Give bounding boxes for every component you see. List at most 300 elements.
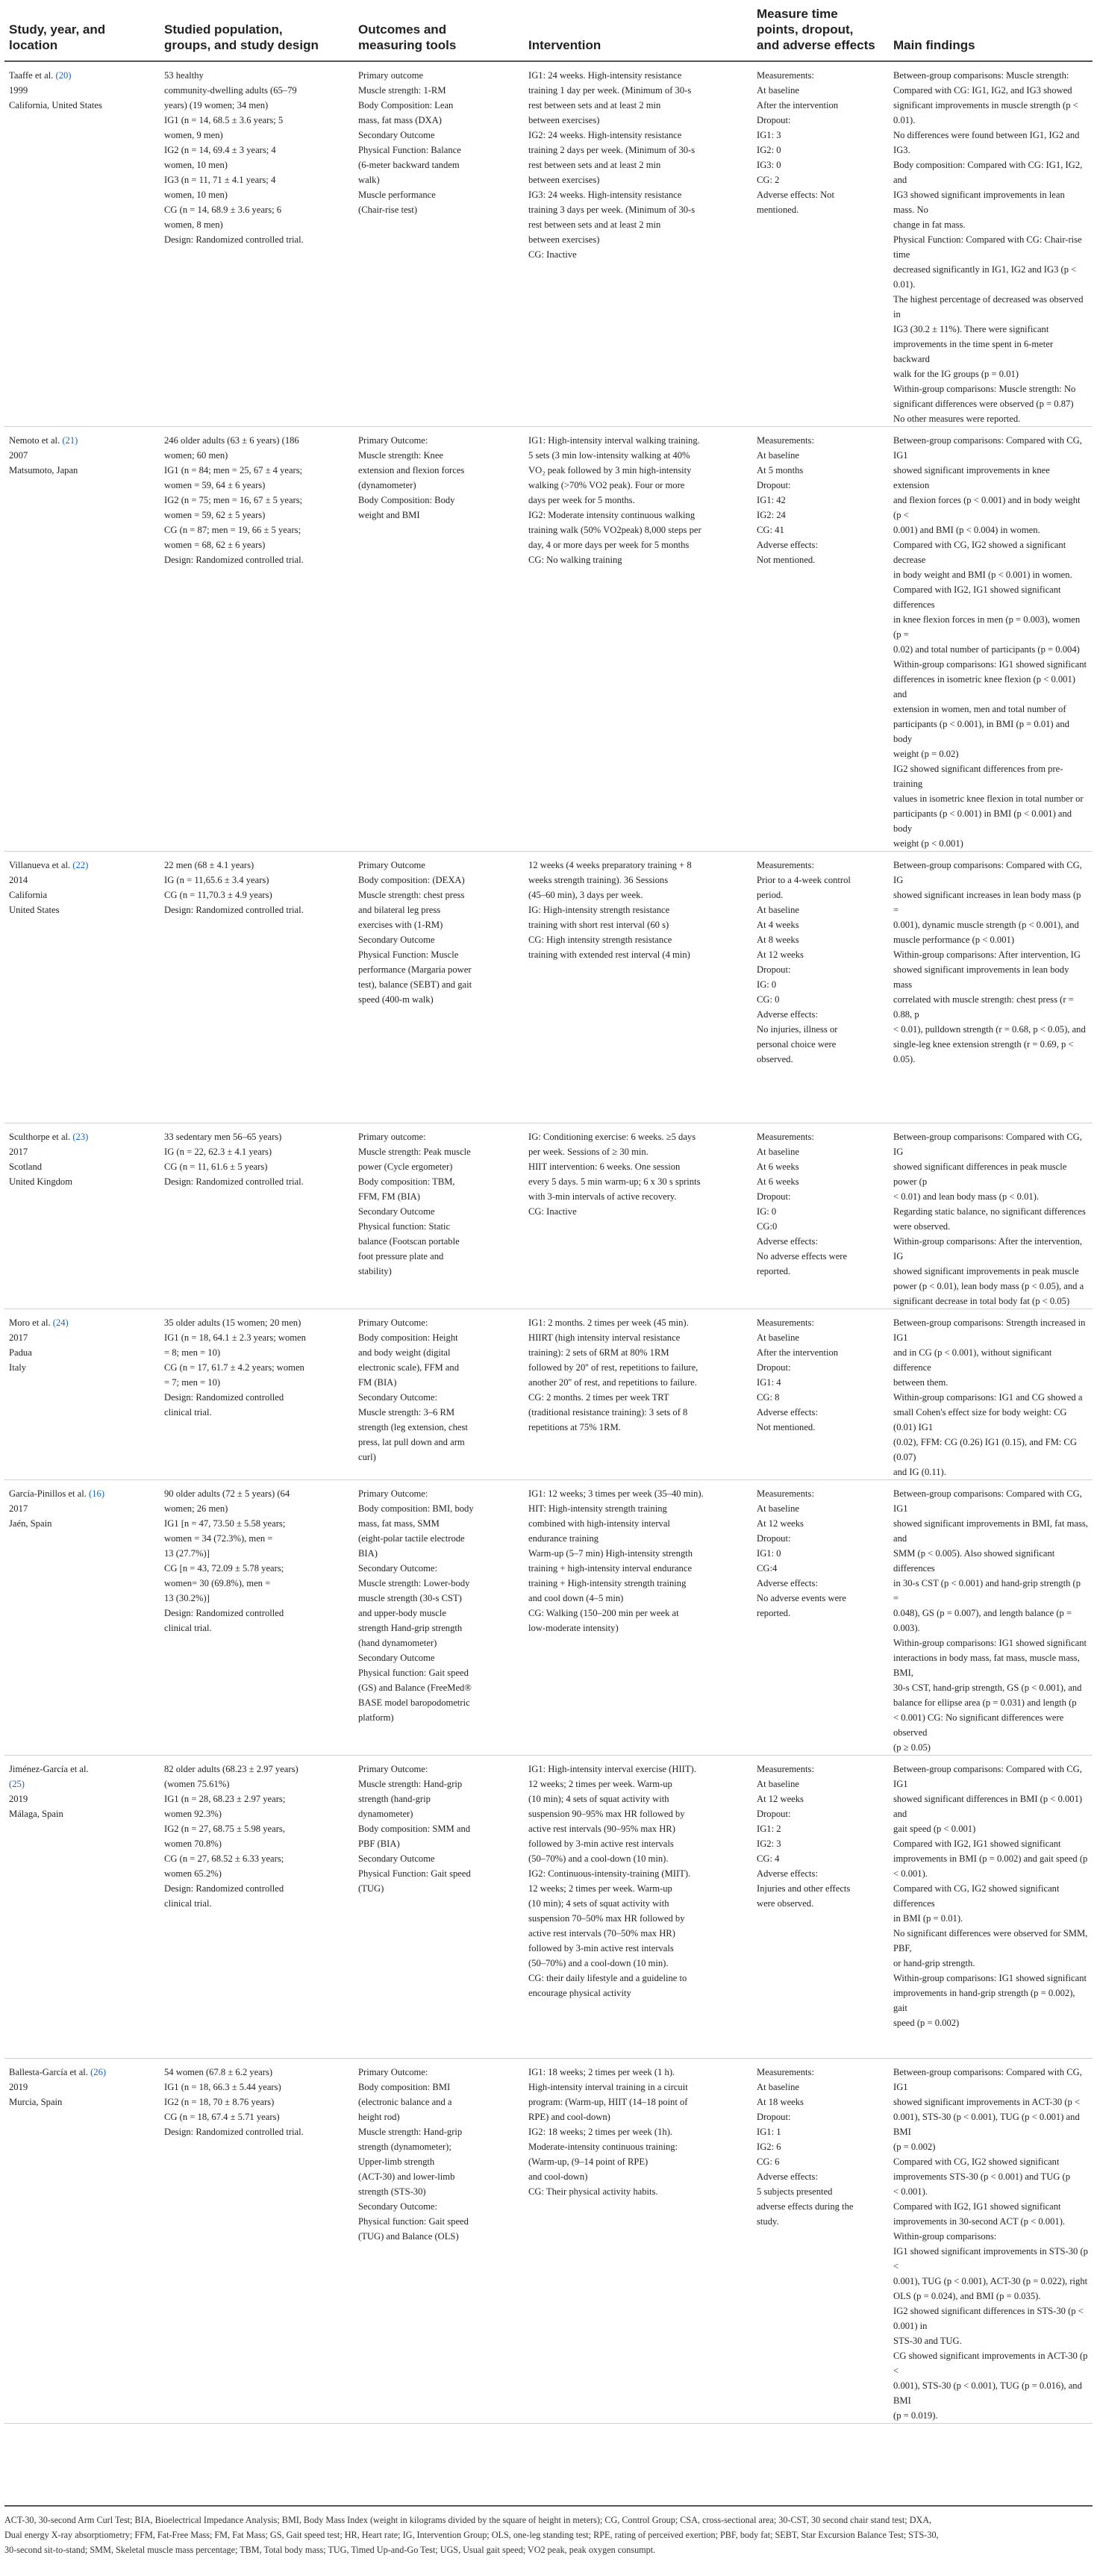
cell-line: Measurements: [757, 1488, 814, 1499]
cell-line: Measurements: [757, 1317, 814, 1328]
cell-outcomes [354, 427, 524, 852]
cell-line: (p ≥ 0.05) [893, 1742, 931, 1753]
cell-line: women = 59, 64 ± 6 years) [164, 480, 266, 490]
cell-line: CG (n = 11,70.3 ± 4.9 years) [164, 890, 272, 900]
cell-line: Muscle strength: chest press [358, 890, 465, 900]
cell-line: Body Composition: Body [358, 495, 455, 505]
cell-line: women, 10 men) [164, 190, 228, 200]
cell-line: and flexion forces (p < 0.001) and in body weight (p < [893, 495, 1083, 520]
header-text-line: Main findings [893, 38, 975, 52]
cell-line: Physical function: Gait speed [358, 2216, 469, 2227]
study-author-citation[interactable]: Moro et al. (24) [9, 1317, 69, 1328]
cell-line: Body composition: (DEXA) [358, 875, 465, 885]
reference-link[interactable]: (24) [52, 1317, 69, 1328]
cell-line: Measurements: [757, 860, 814, 870]
cell-line: After the intervention [757, 100, 839, 110]
header-measures [752, 6, 889, 61]
cell-line: women, 10 men) [164, 160, 228, 170]
cell-line: showed significant improvements in knee extension [893, 465, 1053, 490]
cell-line: Jaén, Spain [9, 1518, 52, 1529]
cell-line: 0.001), TUG (p < 0.001), ACT-30 (p = 0.022), right [893, 2276, 1088, 2286]
cell-line: BASE model baropodometric [358, 1697, 470, 1708]
cell-line: < 0.01) and lean body mass (p < 0.01). [893, 1191, 1040, 1202]
cell-line: STS-30 and TUG. [893, 2336, 962, 2346]
cell-line: between exercises) [528, 115, 600, 125]
cell-line: (hand dynamometer) [358, 1638, 437, 1648]
reference-link[interactable]: (16) [89, 1488, 105, 1499]
cell-line: women= 30 (69.8%), men = [164, 1578, 271, 1588]
cell-intervention [524, 852, 752, 1123]
reference-link[interactable]: (20) [55, 70, 72, 81]
cell-line: IG1 (n = 18, 66.3 ± 5.44 years) [164, 2082, 281, 2092]
cell-line: At baseline [757, 1147, 800, 1157]
cell-line: 0.001), STS-30 (p < 0.001), TUG (p = 0.016), and BMI [893, 2380, 1085, 2406]
cell-line: showed significant improvements in lean body mass [893, 964, 1072, 990]
reference-link[interactable]: (26) [90, 2067, 107, 2077]
cell-line: IG1: 18 weeks; 2 times per week (1 h). [528, 2067, 675, 2077]
study-author-citation[interactable]: Taaffe et al. (20) [9, 70, 72, 81]
cell-findings [889, 61, 1093, 427]
reference-link[interactable]: (25) [9, 1779, 25, 1789]
table-body [4, 61, 1093, 2424]
cell-line: Design: Randomized controlled trial. [164, 555, 304, 565]
cell-line: (GS) and Balance (FreeMed® [358, 1682, 472, 1693]
cell-line: CG: Inactive [528, 249, 577, 260]
cell-line: followed by 3-min active rest intervals [528, 1943, 674, 1953]
cell-population [160, 427, 354, 852]
cell-line: CG (n = 11, 61.6 ± 5 years) [164, 1161, 268, 1172]
cell-line: CG: their daily lifestyle and a guideline to [528, 1973, 687, 1983]
cell-line: and cool down (4–5 min) [528, 1593, 624, 1603]
study-author-citation[interactable]: Nemoto et al. (21) [9, 435, 78, 446]
cell-line: every 5 days. 5 min warm-up; 6 x 30 s sprints [528, 1176, 701, 1187]
cell-line: Not mentioned. [757, 1422, 816, 1432]
cell-line: Physical Function: Balance [358, 145, 461, 155]
study-author-citation[interactable]: Villanueva et al. (22) [9, 860, 89, 870]
cell-line: IG3: 0 [757, 160, 781, 170]
cell-intervention [524, 1123, 752, 1309]
cell-study [4, 1123, 160, 1309]
cell-study [4, 1480, 160, 1756]
cell-line: weight (p < 0.001) [893, 838, 963, 849]
cell-line: Dropout: [757, 1809, 791, 1819]
cell-line: FFM, FM (BIA) [358, 1191, 420, 1202]
cell-line: CG: Inactive [528, 1206, 577, 1217]
cell-line: Within-group comparisons: Muscle strength: No [893, 384, 1076, 394]
cell-line: IG1: 1 [757, 2127, 781, 2137]
cell-line: CG (n = 27, 68.52 ± 6.33 years; [164, 1853, 284, 1864]
cell-line: No adverse effects were [757, 1251, 848, 1262]
cell-line: Moderate-intensity continuous training: [528, 2142, 678, 2152]
table-row [4, 852, 1093, 1123]
cell-line: CG: 2 [757, 175, 780, 185]
cell-line: (0.02), FFM: CG (0.26) IG1 (0.15), and FM: CG (0.07) [893, 1437, 1080, 1462]
cell-line: Compared with IG2, IG1 showed significant [893, 2201, 1061, 2212]
table-row [4, 2059, 1093, 2424]
table-row [4, 1309, 1093, 1480]
cell-line: walk) [358, 175, 380, 185]
cell-line: strength Hand-grip strength [358, 1623, 463, 1633]
cell-line: between exercises) [528, 234, 600, 245]
cell-population [160, 61, 354, 427]
footnote-line: ACT-30, 30-second Arm Curl Test; BIA, Bioelectrical Impedance Analysis; BMI, Body Mass Index (weight in kilograms divided by the square of height in meters); CG, Control Group; CSA, cross-sectional area; 30-CST, 30 second chair stand test; DXA, [4, 2515, 932, 2525]
cell-line: strength (STS-30) [358, 2186, 426, 2197]
cell-line: combined with high-intensity interval [528, 1518, 670, 1529]
cell-line: Between-group comparisons: Compared with CG, IG [893, 1132, 1085, 1157]
cell-line: Matsumoto, Japan [9, 465, 78, 475]
cell-line: Dropout: [757, 115, 791, 125]
cell-line: foot pressure plate and [358, 1251, 444, 1262]
study-author-citation[interactable]: Sculthorpe et al. (23) [9, 1132, 89, 1142]
cell-line: showed significant improvements in peak muscle [893, 1266, 1079, 1276]
cell-population [160, 852, 354, 1123]
cell-line: Compared with CG, IG2 showed significant differences [893, 1883, 1062, 1909]
cell-line: stability) [358, 1266, 392, 1276]
cell-line: HIT: High-intensity strength training [528, 1503, 667, 1514]
cell-line: At baseline [757, 1503, 800, 1514]
cell-outcomes [354, 2059, 524, 2424]
cell-line: After the intervention [757, 1347, 839, 1358]
cell-line: IG (n = 11,65.6 ± 3.4 years) [164, 875, 269, 885]
header-text-line: groups, and study design [164, 38, 319, 52]
cell-line: No injuries, illness or [757, 1024, 838, 1035]
cell-population [160, 1309, 354, 1480]
cell-outcomes [354, 61, 524, 427]
table-header [4, 6, 1093, 61]
cell-line: California [9, 890, 48, 900]
cell-line: reported. [757, 1266, 791, 1276]
cell-line: repetitions at 75% 1RM. [528, 1422, 621, 1432]
cell-line: No adverse events were [757, 1593, 846, 1603]
cell-line: improvements in 30-second ACT (p < 0.001). [893, 2216, 1066, 2227]
cell-line: 35 older adults (15 women; 20 men) [164, 1317, 301, 1328]
cell-line: At 12 weeks [757, 1794, 804, 1804]
cell-measures [752, 427, 889, 852]
cell-line: At 6 weeks [757, 1176, 799, 1187]
cell-line: Between-group comparisons: Compared with CG, IG1 [893, 1488, 1085, 1514]
cell-line: weeks strength training). 36 Sessions [528, 875, 669, 885]
cell-line: Adverse effects: [757, 2171, 818, 2182]
study-author-citation[interactable]: García-Pinillos et al. (16) [9, 1488, 105, 1499]
cell-line: < 0.001). [893, 2186, 928, 2197]
cell-line: Between-group comparisons: Compared with CG, IG1 [893, 435, 1085, 461]
cell-line: At 12 weeks [757, 1518, 804, 1529]
cell-line: 2017 [9, 1332, 28, 1343]
cell-line: Primary Outcome: [358, 435, 428, 446]
cell-line: mass, fat mass, SMM [358, 1518, 440, 1529]
cell-line: IG: Conditioning exercise: 6 weeks. ≥5 days [528, 1132, 696, 1142]
cell-line: IG2: 6 [757, 2142, 781, 2152]
header-text-line: Studied population, [164, 22, 283, 37]
cell-line: Primary outcome: [358, 1132, 426, 1142]
cell-line: (eight-polar tactile electrode [358, 1533, 465, 1544]
cell-line: (p = 0.002) [893, 2142, 936, 2152]
cell-line: endurance training [528, 1533, 599, 1544]
header-row [4, 6, 1093, 61]
cell-line: RPE) and cool-down) [528, 2112, 610, 2122]
cell-line: active rest intervals (90–95% max HR) [528, 1824, 675, 1834]
cell-line: 0.02) and total number of participants (p = 0.004) [893, 644, 1080, 655]
cell-line: Physical Function: Muscle [358, 949, 459, 960]
cell-line: 2017 [9, 1147, 28, 1157]
cell-line: single-leg knee extension strength (r = 0.69, p < 0.05). [893, 1039, 1076, 1064]
cell-line: Within-group comparisons: IG1 showed significant [893, 1638, 1087, 1648]
cell-line: CG: High intensity strength resistance [528, 935, 672, 945]
cell-line: IG1 [n = 47, 73.50 ± 5.58 years; [164, 1518, 286, 1529]
cell-line: Design: Randomized controlled trial. [164, 905, 304, 915]
cell-line: Adverse effects: [757, 1868, 818, 1879]
cell-line: speed (400-m walk) [358, 994, 434, 1005]
cell-outcomes [354, 1480, 524, 1756]
cell-line: days per week for 5 months. [528, 495, 635, 505]
cell-study [4, 852, 160, 1123]
cell-line: IG1: 3 [757, 130, 781, 140]
cell-line: Measurements: [757, 435, 814, 446]
cell-line: Secondary Outcome [358, 935, 435, 945]
cell-line [9, 1777, 155, 1791]
cell-line: IG1 (n = 84; men = 25, 67 ± 4 years; [164, 465, 303, 475]
cell-line: Secondary Outcome: [358, 1392, 437, 1403]
header-text-line: Intervention [528, 38, 601, 52]
cell-line: At 8 weeks [757, 935, 799, 945]
cell-line: (TUG) [358, 1883, 384, 1894]
cell-line: Muscle performance [358, 190, 436, 200]
cell-line: CG (n = 17, 61.7 ± 4.2 years; women [164, 1362, 304, 1373]
cell-line: showed significant improvements in BMI, fat mass, and [893, 1518, 1091, 1544]
cell-line: IG2 (n = 27, 68.75 ± 5.98 years, [164, 1824, 285, 1834]
cell-line: 0.001), STS-30 (p < 0.001), TUG (p < 0.001) and BMI [893, 2112, 1082, 2137]
cell-line: (p = 0.019). [893, 2410, 938, 2421]
cell-line: period. [757, 890, 784, 900]
cell-line: At 6 weeks [757, 1161, 799, 1172]
cell-measures [752, 61, 889, 427]
cell-line: 13 (27.7%)] [164, 1548, 210, 1559]
cell-line: Primary Outcome [358, 860, 425, 870]
cell-study [4, 427, 160, 852]
cell-population [160, 1123, 354, 1309]
cell-line: 2017 [9, 1503, 28, 1514]
cell-intervention [524, 1309, 752, 1480]
cell-line: PBF (BIA) [358, 1839, 400, 1849]
cell-line: Within-group comparisons: IG1 showed significant [893, 659, 1087, 670]
cell-line: Within-group comparisons: IG1 and CG showed a [893, 1392, 1083, 1403]
cell-line: IG2 showed significant differences from pre-training [893, 764, 1063, 789]
cell-line: IG1: 12 weeks; 3 times per week (35–40 min). [528, 1488, 704, 1499]
cell-line: Body composition: BMI [358, 2082, 451, 2092]
cell-line: 2007 [9, 450, 28, 461]
cell-line: Body composition: Height [358, 1332, 458, 1343]
cell-line: At 4 weeks [757, 920, 799, 930]
cell-line: improvements in hand-grip strength (p = 0.002), gait [893, 1988, 1078, 2013]
cell-line: CG: Their physical activity habits. [528, 2186, 658, 2197]
cell-line: Between-group comparisons: Strength increased in IG1 [893, 1317, 1088, 1343]
cell-intervention [524, 427, 752, 852]
cell-line: participants (p < 0.001), in BMI (p = 0.01) and body [893, 719, 1072, 744]
cell-line: At 5 months [757, 465, 804, 475]
cell-line: women = 59, 62 ± 5 years) [164, 510, 266, 520]
cell-line: (women 75.61%) [164, 1779, 230, 1789]
cell-line: extension and flexion forces [358, 465, 465, 475]
cell-line: power (Cycle ergometer) [358, 1161, 453, 1172]
cell-line: IG1: High-intensity interval walking training. [528, 435, 700, 446]
reference-link[interactable]: (21) [62, 435, 78, 446]
cell-line: Adverse effects: [757, 1009, 818, 1020]
study-author-citation[interactable]: Ballesta-García et al. (26) [9, 2067, 107, 2077]
table-row [4, 1480, 1093, 1756]
cell-study [4, 61, 160, 427]
reference-link[interactable]: (23) [72, 1132, 89, 1142]
cell-line: At baseline [757, 905, 800, 915]
cell-line: women, 8 men) [164, 219, 223, 230]
cell-line: (traditional resistance training): 3 sets of 8 [528, 1407, 688, 1418]
cell-line: Measurements: [757, 1764, 814, 1774]
cell-measures [752, 852, 889, 1123]
cell-line: CG (n = 87; men = 19, 66 ± 5 years; [164, 525, 301, 535]
cell-line: (10 min); 4 sets of squat activity with [528, 1794, 669, 1804]
cell-line: 54 women (67.8 ± 6.2 years) [164, 2067, 273, 2077]
header-study [4, 6, 160, 61]
cell-line: day, 4 or more days per week for 5 months [528, 540, 690, 550]
cell-line: IG: 0 [757, 1206, 777, 1217]
cell-line: CG (n = 14, 68.9 ± 3.6 years; 6 [164, 205, 282, 215]
cell-line: clinical trial. [164, 1898, 212, 1909]
cell-line: Measurements: [757, 70, 814, 81]
cell-intervention [524, 1756, 752, 2059]
cell-line: United States [9, 905, 60, 915]
cell-line: between them. [893, 1377, 948, 1388]
cell-line: improvements in the time spent in 6-meter backward [893, 339, 1056, 364]
cell-line: Padua [9, 1347, 32, 1358]
cell-line: training 3 days per week. (Minimum of 30-s [528, 205, 696, 215]
cell-line: improvements STS-30 (p < 0.001) and TUG (p [893, 2171, 1071, 2182]
cell-line: Design: Randomized controlled [164, 1392, 284, 1403]
cell-line: Adverse effects: [757, 1407, 818, 1418]
cell-line: Dropout: [757, 964, 791, 975]
cell-line: test), balance (SEBT) and gait [358, 979, 472, 990]
table-row [4, 61, 1093, 427]
cell-line: showed significant increases in lean body mass (p = [893, 890, 1084, 915]
header-population [160, 6, 354, 61]
cell-line: 90 older adults (72 ± 5 years) (64 [164, 1488, 290, 1499]
cell-line: Dropout: [757, 480, 791, 490]
cell-line: followed by 20'' of rest, repetitions to failure, [528, 1362, 698, 1373]
cell-line: BIA) [358, 1548, 378, 1559]
cell-line: CG: 8 [757, 1392, 780, 1403]
cell-line: weight (p = 0.02) [893, 749, 959, 759]
cell-line: low-moderate intensity) [528, 1623, 619, 1633]
cell-line: Primary Outcome: [358, 1317, 428, 1328]
cell-intervention [524, 2059, 752, 2424]
cell-line: Design: Randomized controlled [164, 1608, 284, 1618]
cell-intervention [524, 61, 752, 427]
cell-line: Adverse effects: [757, 1578, 818, 1588]
cell-line: Primary Outcome: [358, 2067, 428, 2077]
cell-line: training walk (50% VO2peak) 8,000 steps per [528, 525, 701, 535]
cell-line: Between-group comparisons: Muscle strength: [893, 70, 1069, 81]
cell-line: Muscle strength: Lower-body [358, 1578, 470, 1588]
cell-line: IG2 showed significant differences in STS-30 (p < 0.001) in [893, 2306, 1087, 2331]
cell-line: dynamometer) [358, 1809, 413, 1819]
cell-findings [889, 1480, 1093, 1756]
cell-line: IG2: 24 weeks. High-intensity resistance [528, 130, 682, 140]
cell-line: Physical function: Static [358, 1221, 451, 1232]
cell-line: Body composition: BMI, body [358, 1503, 474, 1514]
reference-link[interactable]: (22) [72, 860, 89, 870]
cell-line: or hand-grip strength. [893, 1958, 975, 1968]
cell-line: HIIRT (high intensity interval resistance [528, 1332, 681, 1343]
header-text-line: measuring tools [358, 38, 457, 52]
cell-line: 2019 [9, 2082, 28, 2092]
cell-line: Adverse effects: [757, 1236, 818, 1247]
cell-line: observed. [757, 1054, 793, 1064]
cell-line: 22 men (68 ± 4.1 years) [164, 860, 254, 870]
cell-line: CG: No walking training [528, 555, 622, 565]
cell-line: mass, fat mass (DXA) [358, 115, 442, 125]
cell-line: 2019 [9, 1794, 28, 1804]
cell-line: Dropout: [757, 1191, 791, 1202]
header-text-line: location [9, 38, 58, 52]
cell-line: Primary Outcome: [358, 1488, 428, 1499]
cell-line: 12 weeks (4 weeks preparatory training + 8 [528, 860, 692, 870]
cell-line: Compared with CG, IG2 showed significant [893, 2156, 1060, 2167]
cell-measures [752, 1123, 889, 1309]
cell-findings [889, 1309, 1093, 1480]
study-author-citation[interactable]: Jiménez-García et al. [9, 1764, 89, 1774]
footnote-line: 30-second sit-to-stand; SMM, Skeletal muscle mass percentage; TBM, Total body mass; TUG, Timed Up-and-Go Test; UGS, Usual gait speed; VO2 peak, peak oxygen consumpt. [4, 2545, 656, 2555]
cell-line: Secondary Outcome [358, 1853, 435, 1864]
table-row [4, 1123, 1093, 1309]
cell-line: CG: 4 [757, 1853, 780, 1864]
cell-outcomes [354, 1123, 524, 1309]
cell-line: correlated with muscle strength: chest press (r = 0.88, p [893, 994, 1076, 1020]
cell-line: and upper-body muscle [358, 1608, 446, 1618]
cell-line: Physical Function: Compared with CG: Chair-rise time [893, 234, 1084, 260]
cell-line: muscle performance (p < 0.001) [893, 935, 1015, 945]
header-intervention [524, 6, 752, 61]
cell-line: another 20'' of rest, and repetitions to failure. [528, 1377, 697, 1388]
cell-line: IG1 showed significant improvements in STS-30 (p < [893, 2246, 1091, 2271]
cell-line: values in isometric knee flexion in total number or [893, 793, 1084, 804]
cell-line: and in CG (p < 0.001), without significant difference [893, 1347, 1054, 1373]
cell-line: balance (Footscan portable [358, 1236, 460, 1247]
cell-line: = 7; men = 10) [164, 1377, 221, 1388]
cell-line: Injuries and other effects [757, 1883, 851, 1894]
cell-line: (electronic balance and a [358, 2097, 452, 2107]
cell-line: study. [757, 2216, 779, 2227]
cell-line: CG: 0 [757, 994, 780, 1005]
cell-line: Dropout: [757, 1533, 791, 1544]
cell-outcomes [354, 1309, 524, 1480]
cell-line: were observed. [893, 1221, 951, 1232]
cell-line: = 8; men = 10) [164, 1347, 221, 1358]
cell-line: IG2: 3 [757, 1839, 781, 1849]
cell-line: FM (BIA) [358, 1377, 397, 1388]
cell-line: 0.048), GS (p = 0.007), and length balance (p = 0.003). [893, 1608, 1075, 1633]
cell-line: Secondary Outcome [358, 130, 435, 140]
cell-line: Measurements: [757, 2067, 814, 2077]
cell-line: At baseline [757, 1332, 800, 1343]
cell-line: Body composition: TBM, [358, 1176, 455, 1187]
cell-line: Compared with CG, IG2 showed a significant decrease [893, 540, 1069, 565]
cell-findings [889, 1756, 1093, 2059]
cell-line: (10 min); 4 sets of squat activity with [528, 1898, 669, 1909]
cell-line: women = 34 (72.3%), men = [164, 1533, 273, 1544]
cell-line: No differences were found between IG1, IG2 and IG3. [893, 130, 1082, 155]
footnote-line: Dual energy X-ray absorptiometry; FFM, Fat-Free Mass; FM, Fat Mass; GS, Gait speed test; HR, Heart rate; IG, Intervention Group; OLS, one-leg standing test; RPE, rating of perceived exertion; PBF, body fat; SEBT, Star Excursion Balance Test; STS-30, [4, 2530, 939, 2540]
cell-line: IG1: High-intensity interval exercise (HIIT). [528, 1764, 696, 1774]
cell-line: Adverse effects: [757, 540, 818, 550]
cell-line: CG [n = 43, 72.09 ± 5.78 years; [164, 1563, 284, 1574]
